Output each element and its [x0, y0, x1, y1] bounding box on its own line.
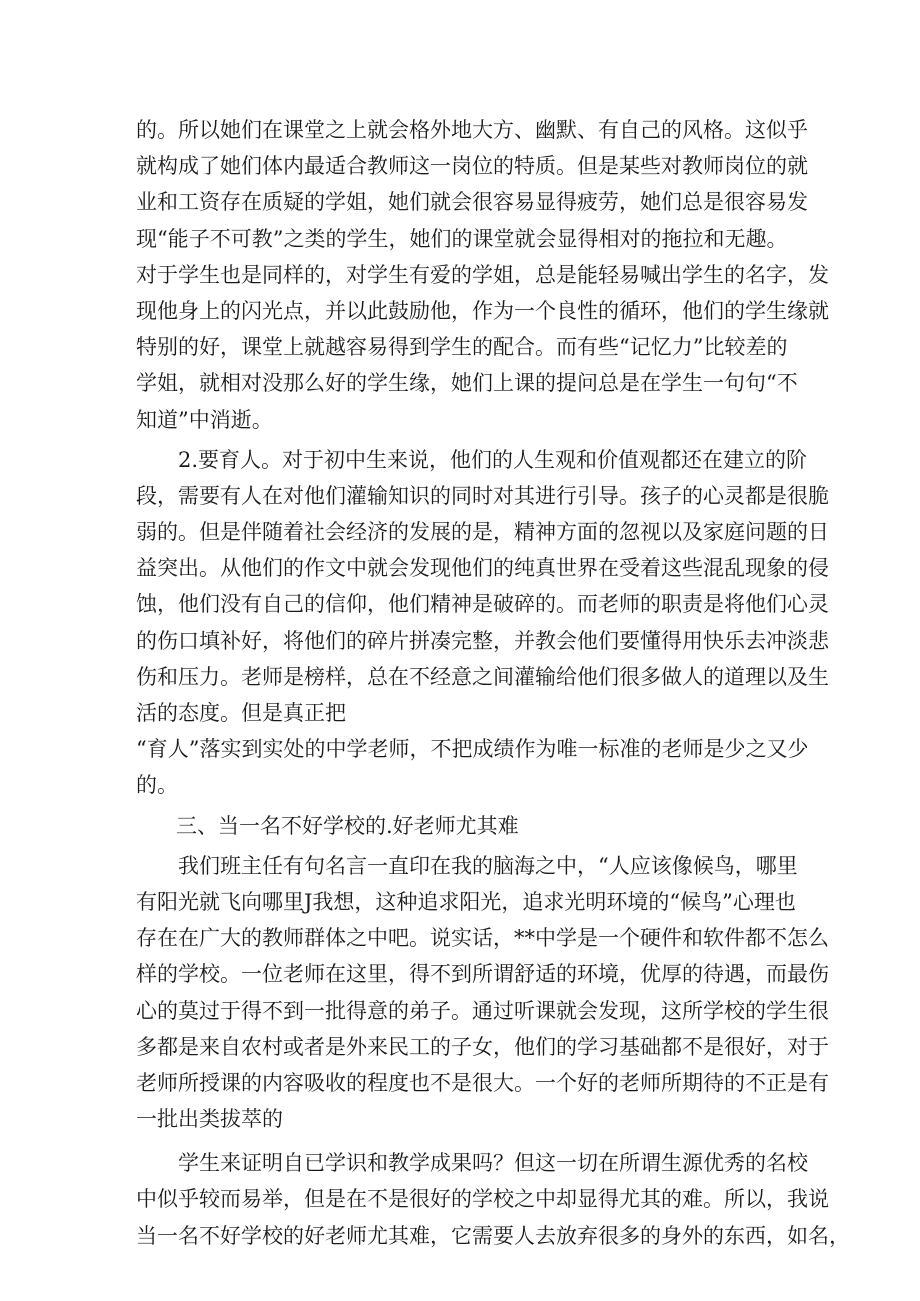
text-line: 老师所授课的内容吸收的程度也不是很大。一个好的老师所期待的不正是有: [136, 1070, 829, 1095]
text-line: 一批出类拔萃的: [136, 1107, 283, 1132]
text-line: 弱的。但是伴随着社会经济的发展的是，精神方面的忽视以及家庭问题的日: [136, 520, 829, 545]
text-line: 当一名不好学校的好老师尤其难，它需要人去放弃很多的身外的东西，如名，: [136, 1223, 850, 1248]
text-line: 段，需要有人在对他们灌输知识的同时对其进行引导。孩子的心灵都是很脆: [136, 483, 829, 508]
section-heading: 三、当一名不好学校的.好老师尤其难: [176, 813, 519, 838]
text-line: 蚀，他们没有自己的信仰，他们精神是破碎的。而老师的职责是将他们心灵: [136, 592, 829, 617]
text-line: 的。: [136, 773, 178, 798]
text-line: “育人”落实到实处的中学老师，不把成绩作为唯一标准的老师是少之又少: [136, 737, 809, 762]
text-line: 存在在广大的教师群体之中吧。说实话，**中学是一个硬件和软件都不怎么: [136, 926, 829, 951]
paragraph-start-line: 学生来证明自已学识和教学成果吗？但这一切在所谓生源优秀的名校: [178, 1151, 808, 1176]
paragraph-start-line: 我们班主任有句名言一直印在我的脑海之中，“人应该像候鸟，哪里: [178, 853, 798, 878]
text-line: 样的学校。一位老师在这里，得不到所谓舒适的环境，优厚的待遇，而最伤: [136, 962, 829, 987]
text-line: 益突出。从他们的作文中就会发现他们的纯真世界在受着这些混乱现象的侵: [136, 556, 829, 581]
text-line: 心的莫过于得不到一批得意的弟子。通过听课就会发现，这所学校的学生很: [136, 998, 829, 1023]
text-line: 有阳光就飞向哪里J我想，这种追求阳光，追求光明环境的“候鸟”心理也: [136, 889, 796, 914]
text-line: 对于学生也是同样的，对学生有爱的学姐，总是能轻易喊出学生的名字，发: [136, 262, 829, 287]
paragraph-start-line: 2.要育人。对于初中生来说，他们的人生观和价值观都还在建立的阶: [178, 447, 808, 472]
text-line: 伤和压力。老师是榜样，总在不经意之间灌输给他们很多做人的道理以及生: [136, 664, 829, 689]
text-line: 中似乎较而易举，但是在不是很好的学校之中却显得尤其的难。所以，我说: [136, 1187, 829, 1212]
text-line: 学姐，就相对没那么好的学生缘，她们上课的提问总是在学生一句句“不: [136, 371, 798, 396]
text-line: 现“能子不可教”之类的学生，她们的课堂就会显得相对的拖拉和无趣。: [136, 226, 788, 251]
text-line: 就构成了她们体内最适合教师这一岗位的特质。但是某些对教师岗位的就: [136, 154, 808, 179]
text-line: 活的态度。但是真正把: [136, 701, 346, 725]
text-line: 的伤口填补好，将他们的碎片拼凑完整，并教会他们要懂得用快乐去冲淡悲: [136, 628, 829, 653]
text-line: 特别的好，课堂上就越容易得到学生的配合。而有些“记忆力”比较差的: [136, 335, 788, 360]
text-line: 的。所以她们在课堂之上就会格外地大方、幽默、有自己的风格。这似乎: [136, 118, 808, 142]
text-line: 知道”中消逝。: [136, 407, 273, 432]
text-line: 现他身上的闪光点，并以此鼓励他，作为一个良性的循环，他们的学生缘就: [136, 298, 829, 323]
text-line: 业和工资存在质疑的学姐，她们就会很容易显得疲劳，她们总是很容易发: [136, 190, 808, 215]
document-body: [136, 112, 850, 1254]
text-line: 多都是来自农村或者是外来民工的子女，他们的学习基础都不是很好，对于: [136, 1034, 829, 1059]
